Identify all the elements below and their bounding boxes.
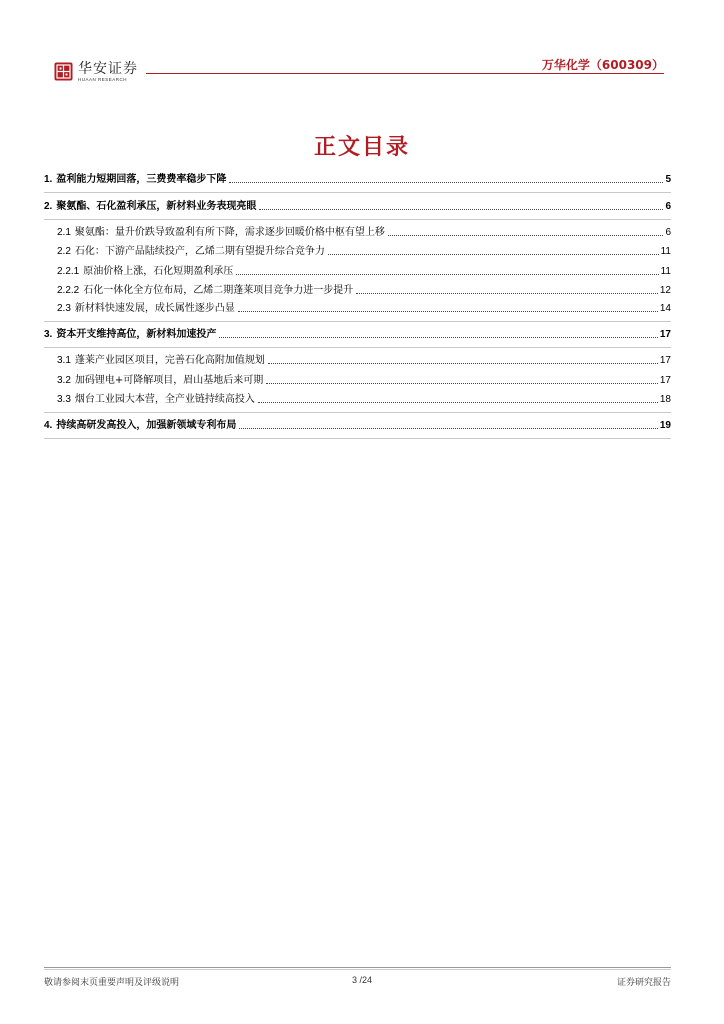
toc-entry[interactable] bbox=[44, 374, 671, 387]
toc-leader-dots bbox=[388, 235, 664, 236]
footer-page-number: 3 /24 bbox=[351, 975, 373, 985]
toc-entry-page: 17 bbox=[659, 329, 671, 340]
toc-entry[interactable] bbox=[44, 265, 671, 278]
toc-entry-page: 5 bbox=[665, 174, 671, 185]
toc-entry-page: 6 bbox=[665, 201, 671, 212]
toc-entry-title: 蓬莱产业园区项目，完善石化高附加值规划 bbox=[74, 355, 265, 366]
toc-leader-dots bbox=[238, 311, 658, 312]
toc-entry-page: 11 bbox=[660, 246, 671, 257]
toc-entry-number: 2.2 bbox=[57, 246, 71, 257]
toc-entry-title: 新材料快速发展，成长属性逐步凸显 bbox=[74, 303, 235, 314]
toc-entry-number: 4. bbox=[44, 420, 53, 431]
toc-entry-number: 3.2 bbox=[57, 375, 71, 386]
toc-entry-title: 聚氨酯：量升价跌导致盈利有所下降，需求逐步回暖价格中枢有望上移 bbox=[74, 227, 385, 238]
footer-divider bbox=[44, 967, 671, 968]
toc-leader-dots bbox=[328, 254, 659, 255]
toc-divider bbox=[44, 321, 671, 322]
toc-leader-dots bbox=[219, 337, 658, 338]
header-divider bbox=[146, 73, 664, 74]
toc-entry[interactable] bbox=[44, 226, 671, 239]
toc-leader-dots bbox=[236, 274, 658, 275]
toc-leader-dots bbox=[266, 383, 658, 384]
toc-divider bbox=[44, 412, 671, 413]
toc-leader-dots bbox=[356, 293, 658, 294]
toc-leader-dots bbox=[258, 402, 658, 403]
toc-entry-title: 原油价格上涨，石化短期盈利承压 bbox=[83, 266, 234, 277]
toc-entry-page: 6 bbox=[665, 227, 671, 238]
toc-entry[interactable] bbox=[44, 284, 671, 297]
toc-entry-page: 11 bbox=[660, 266, 671, 277]
toc-entry-page: 18 bbox=[659, 394, 671, 405]
toc-entry-number: 3. bbox=[44, 329, 53, 340]
toc-entry-number: 3.1 bbox=[57, 355, 71, 366]
toc-entry[interactable] bbox=[44, 393, 671, 406]
company-logo bbox=[54, 62, 138, 84]
toc-entry-title: 石化一体化全方位布局，乙烯二期蓬莱项目竞争力进一步提升 bbox=[83, 285, 354, 296]
footer-divider-secondary bbox=[44, 969, 671, 970]
toc-entry-number: 2.2.1 bbox=[57, 266, 80, 277]
toc-leader-dots bbox=[268, 363, 658, 364]
toc-entry-number: 2.1 bbox=[57, 227, 71, 238]
toc-entry-title: 石化：下游产品陆续投产，乙烯二期有望提升综合竞争力 bbox=[74, 246, 325, 257]
toc-leader-dots bbox=[229, 182, 663, 183]
toc-leader-dots bbox=[259, 209, 663, 210]
report-title: 万华化学（600309） bbox=[541, 58, 664, 72]
toc-divider bbox=[44, 347, 671, 348]
toc-entry-number: 3.3 bbox=[57, 394, 71, 405]
toc-entry-number: 1. bbox=[44, 174, 53, 185]
page-title: 正文目录 bbox=[313, 135, 410, 160]
toc-entry-number: 2.2.2 bbox=[57, 285, 80, 296]
toc-entry[interactable] bbox=[44, 328, 671, 341]
toc-entry[interactable] bbox=[44, 245, 671, 258]
toc-entry[interactable] bbox=[44, 302, 671, 315]
footer-disclaimer: 敬请参阅末页重要声明及评级说明 bbox=[44, 978, 180, 988]
toc-entry-title: 烟台工业园大本营，全产业链持续高投入 bbox=[74, 394, 255, 405]
toc-divider bbox=[44, 438, 671, 439]
toc-entry-page: 17 bbox=[659, 355, 671, 366]
toc-entry-title: 聚氨酯、石化盈利承压，新材料业务表现亮眼 bbox=[56, 201, 257, 212]
toc-entry[interactable] bbox=[44, 200, 671, 213]
toc-divider bbox=[44, 219, 671, 220]
toc-leader-dots bbox=[239, 428, 658, 429]
toc-entry-page: 12 bbox=[659, 285, 671, 296]
logo-seal-icon bbox=[54, 62, 73, 81]
toc-entry-number: 2.3 bbox=[57, 303, 71, 314]
toc-entry-title: 资本开支维持高位，新材料加速投产 bbox=[56, 329, 217, 340]
toc-entry-title: 持续高研发高投入，加强新领域专利布局 bbox=[56, 420, 237, 431]
toc-entry-number: 2. bbox=[44, 201, 53, 212]
toc-entry-page: 14 bbox=[659, 303, 671, 314]
toc-entry[interactable] bbox=[44, 354, 671, 367]
toc-entry-title: 盈利能力短期回落，三费费率稳步下降 bbox=[56, 174, 227, 185]
toc-entry-title: 加码锂电+可降解项目，眉山基地后来可期 bbox=[74, 375, 264, 386]
toc-divider bbox=[44, 192, 671, 193]
footer-report-type: 证券研究报告 bbox=[616, 978, 671, 988]
toc-entry[interactable] bbox=[44, 173, 671, 186]
logo-name: 华安证券 bbox=[78, 61, 138, 77]
toc-entry[interactable] bbox=[44, 419, 671, 432]
toc-entry-page: 19 bbox=[659, 420, 671, 431]
logo-subtitle: HUAAN RESEARCH bbox=[78, 77, 128, 82]
toc-entry-page: 17 bbox=[659, 375, 671, 386]
